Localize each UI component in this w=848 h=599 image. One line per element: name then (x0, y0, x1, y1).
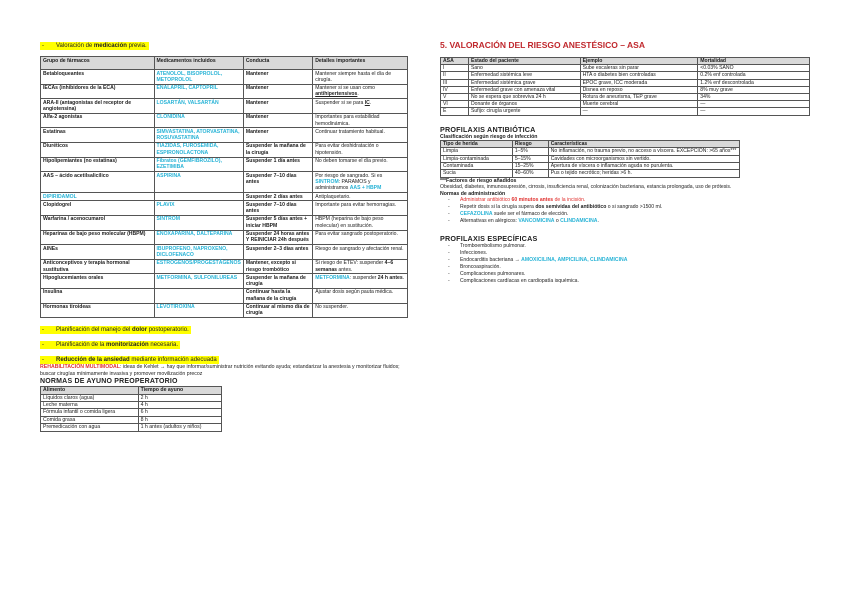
asa-title: 5. VALORACIÓN DEL RIESGO ANESTÉSICO – ASA (440, 40, 645, 50)
drug-group: Anticonceptivos y terapia hormonal sustitutiva (41, 259, 155, 274)
drug-action: Mantener, excepto si riesgo trombótico (243, 259, 312, 274)
table-row (441, 108, 810, 115)
drug-names: SIMVASTATINA, ATORVASTATINA, ROSUVASTATINA (154, 128, 243, 143)
fasting-title: NORMAS DE AYUNO PREOPERATORIO (40, 378, 178, 386)
drug-details (313, 84, 408, 99)
spec-title: PROFILAXIS ESPECÍFICAS (440, 234, 538, 244)
detail-part: antes. (337, 266, 353, 273)
drug-group: IECAs (inhibidores de la ECA) (41, 84, 155, 99)
detail-part: : suspender (349, 274, 378, 281)
asa-cell: EPOC grave, ICC moderada (580, 79, 698, 86)
drug-group: Clopidogrel (41, 201, 155, 216)
asa-cell: No se espera que sobreviva 24 h (468, 94, 580, 101)
table-row (41, 424, 222, 431)
drug-group: Warfarina / acenocumarol (41, 215, 155, 230)
table-row (41, 409, 222, 416)
table-row (41, 142, 408, 157)
wound-cell: Contaminada (441, 163, 513, 170)
table-row (41, 193, 408, 201)
detail-part: 24 h antes (377, 274, 403, 281)
asa-cell: I (441, 65, 469, 72)
table-row (441, 101, 810, 108)
drug-group: AAS – ácido acetilsalicílico (41, 172, 155, 193)
left-column (40, 34, 408, 432)
detail-part: Mantener si se usan como (315, 85, 375, 92)
note-monitoring: - Planificación de la monitorización necesaria. (42, 342, 179, 349)
wound-table: Tipo de herida Riesgo Características Limpia 1–5% No inflamación, no trauma previo, no acceso a víscera. EXCEPCIÓN: >65 años*** Limpia-contaminada 5–15% Cavidades con microorganismos sin vertido. Contaminada 15–25% Apertura de víscera o inflamación aguda no purulenta. Sucia 40–60% Pus o tejido necrótico; heridas >6 h. (440, 140, 740, 177)
asa-cell: 0.2% enf controlada (698, 72, 810, 79)
drug-group: AINEs (41, 245, 155, 260)
table-row (41, 215, 408, 230)
drug-group: Heparinas de bajo peso molecular (HBPM) (41, 230, 155, 245)
table-row (41, 201, 408, 216)
drug-names (154, 288, 243, 303)
table-row (41, 274, 408, 289)
admin-item: - Administrar antibiótico 60 minutos antes de la incisión. (440, 197, 810, 204)
table-row (41, 70, 408, 85)
drug-action: Suspender 5 días antes + iniciar HBPM (243, 215, 312, 230)
fasting-cell: 1 h antes (adultos y niños) (138, 424, 221, 431)
fasting-cell: Fórmula infantil o comida ligera (41, 409, 139, 416)
right-column (440, 40, 810, 285)
asa-cell: III (441, 79, 469, 86)
drug-group: ARA-II (antagonistas del receptor de angiotensina) (41, 99, 155, 114)
fasting-cell: Comida grasa (41, 416, 139, 423)
asa-cell: II (441, 72, 469, 79)
table-row (441, 86, 810, 93)
asa-cell: Rotura de aneurisma, TEP grave (580, 94, 698, 101)
medication-table (40, 56, 408, 318)
table-row (41, 259, 408, 274)
wound-cell: Cavidades con microorganismos sin vertido. (548, 155, 739, 162)
table-row (41, 172, 408, 193)
asa-cell: Sufijo: cirugía urgente (468, 108, 580, 115)
admin-item: - CEFAZOLINA suele ser el fármaco de elección. (440, 211, 810, 218)
drug-names: ESTRÓGENOS/PROGESTÁGENOS (154, 259, 243, 274)
spec-item: - Complicaciones cardíacas en cardiopatía isquémica. (440, 278, 810, 285)
col-header: Medicamentos incluidos (154, 57, 243, 70)
drug-names: LOSARTÁN, VALSARTÁN (154, 99, 243, 114)
detail-part: 4–6 semanas (315, 260, 394, 273)
spec-item: - Infecciones. (440, 250, 810, 257)
col-header: Grupo de fármacos (41, 57, 155, 70)
detail-part: . (357, 91, 359, 98)
asa-cell: V (441, 94, 469, 101)
wound-cell: 5–15% (512, 155, 548, 162)
asa-cell: — (698, 101, 810, 108)
drug-details (313, 274, 408, 289)
asa-cell: — (580, 108, 698, 115)
prof-subtitle: Clasificación según riesgo de infección (440, 133, 538, 140)
drug-details: Importante para evitar hemorragias. (313, 201, 408, 216)
drug-group: Hipolipemiantes (no estatinas) (41, 157, 155, 172)
drug-group: Hipoglucemiantes orales (41, 274, 155, 289)
asa-cell: E (441, 108, 469, 115)
drug-details (313, 259, 408, 274)
intro-suffix: previa. (126, 43, 147, 49)
asa-cell: Donante de órganos (468, 101, 580, 108)
table-row (41, 230, 408, 245)
fasting-table: Alimento Tiempo de ayuno Líquidos claros (agua) 2 h Leche materna 4 h Fórmula infantil o comida ligera 6 h Comida grasa 8 h Premedicación con agua 1 h antes (adultos y niños) (40, 386, 222, 431)
drug-action: Suspender la mañana de cirugía (243, 274, 312, 289)
fasting-cell: Líquidos claros (agua) (41, 394, 139, 401)
wound-cell: Apertura de víscera o inflamación aguda no purulenta. (548, 163, 739, 170)
drug-names: METFORMINA, SULFONILUREAS (154, 274, 243, 289)
drug-group: DIPIRIDAMOL (41, 193, 155, 201)
table-row (41, 84, 408, 99)
drug-names (154, 193, 243, 201)
drug-action: Suspender la mañana de la cirugía (243, 142, 312, 157)
table-row (41, 394, 222, 401)
drug-details (313, 172, 408, 193)
admin-item: - Alternativas en alérgicos: VANCOMICINA o CLINDAMICINA. (440, 218, 810, 225)
note-pain: - Planificación del manejo del dolor postoperatorio. (42, 327, 189, 334)
spec-item: - Complicaciones pulmonares. (440, 271, 810, 278)
drug-details: Mantener siempre hasta el día de cirugía. (313, 70, 408, 85)
wound-cell: 1–5% (512, 148, 548, 155)
drug-details: Para evitar sangrado postoperatorio. (313, 230, 408, 245)
drug-names: ASPIRINA (154, 172, 243, 193)
drug-action: Suspender 2 días antes (243, 193, 312, 201)
wound-cell: Pus o tejido necrótico; heridas >6 h. (548, 170, 739, 177)
drug-names: CLONIDINA (154, 113, 243, 128)
spec-item: - Broncoaspiración. (440, 264, 810, 271)
table-row (41, 303, 408, 318)
drug-details (313, 99, 408, 114)
intro-bold: medicación (93, 43, 127, 49)
fasting-cell: Leche materna (41, 401, 139, 408)
drug-details: Continuar tratamiento habitual. (313, 128, 408, 143)
drug-action: Suspender 7–10 días antes (243, 201, 312, 216)
drug-action: Mantener (243, 70, 312, 85)
col-header: Detalles importantes (313, 57, 408, 70)
admin-item: - Repetir dosis si la cirugía supera dos semividas del antibiótico o si sangrado >1500 ml. (440, 204, 810, 211)
drug-details: Importantes para estabilidad hemodinámica. (313, 113, 408, 128)
drug-names: TIAZIDAS, FUROSEMIDA, ESPIRONOLACTONA (154, 142, 243, 157)
drug-group: Diuréticos (41, 142, 155, 157)
asa-cell: VI (441, 101, 469, 108)
drug-action: Suspender 1 día antes (243, 157, 312, 172)
asa-cell: Enfermedad sistémica grave (468, 79, 580, 86)
drug-details: No deben tomarse el día previo. (313, 157, 408, 172)
table-row (41, 128, 408, 143)
risk-title: ***Factores de riesgo añadidos (440, 177, 517, 184)
wound-cell: Limpia-contaminada (441, 155, 513, 162)
asa-table: ASA Estado del paciente Ejemplo Mortalidad I Sano Sube escaleras sin parar <0.03% SANO II Enfermedad sistémica leve HTA o diabetes bien controladas 0.2% enf controlada III Enfermedad sistémica grave EPOC grave, ICC moderada 1.2% enf descontrolada IV Enfermedad grave con amenaza vital Disnea en reposo 8% muy grave V No se espera que sobreviva 24 h Rotura de aneurisma, TEP grave 34% VI Donante de órganos Muerte cerebral — E Sufijo: cirugía urgente — — (440, 57, 810, 116)
table-row (441, 148, 740, 155)
table-row (441, 72, 810, 79)
detail-part: antihipertensivos (315, 91, 358, 98)
drug-details: Ajustar dosis según pauta médica. (313, 288, 408, 303)
notes-block (40, 326, 408, 377)
table-row (441, 155, 740, 162)
asa-cell: HTA o diabetes bien controladas (580, 72, 698, 79)
drug-action: Suspender 7–10 días antes (243, 172, 312, 193)
fasting-cell: 4 h (138, 401, 221, 408)
table-row (41, 401, 222, 408)
wound-cell: 15–25% (512, 163, 548, 170)
table-row (41, 245, 408, 260)
intro-text: Valoración de (56, 43, 94, 49)
asa-cell: <0.03% SANO (698, 65, 810, 72)
table-row (441, 79, 810, 86)
rehab-text: REHABILITACIÓN MULTIMODAL: ideas de Kehlet → hay que informar/suministrar nutrición evitando ayuda; estandarizar la anestesia y monitorizar fluidos; buscar cirugías mínimamente invasiva y promover movilización precoz (40, 364, 400, 377)
asa-cell: Enfermedad grave con amenaza vital (468, 86, 580, 93)
detail-part: SINTROM (315, 178, 339, 185)
detail-part: Si riesgo de ETEV: suspender (315, 260, 385, 267)
drug-details: Antiplaquetario. (313, 193, 408, 201)
wound-cell: Sucia (441, 170, 513, 177)
drug-action: Mantener (243, 113, 312, 128)
drug-action: Mantener (243, 99, 312, 114)
drug-names: ENOXAPARINA, DALTEPARINA (154, 230, 243, 245)
drug-names: LEVOTIROXINA (154, 303, 243, 318)
drug-details: Para evitar deshidratación o hipotensión. (313, 142, 408, 157)
col-header: Conducta (243, 57, 312, 70)
drug-group: Insulina (41, 288, 155, 303)
asa-cell: Muerte cerebral (580, 101, 698, 108)
drug-details: No suspender. (313, 303, 408, 318)
table-row (41, 416, 222, 423)
detail-part: Suspender si se para (315, 99, 365, 106)
admin-title: Normas de administración (440, 190, 506, 197)
asa-cell: 8% muy grave (698, 86, 810, 93)
drug-group: Hormonas tiroideas (41, 303, 155, 318)
spec-item: - Endocarditis bacteriana → AMOXICILINA, AMPICILINA, CLINDAMICINA (440, 257, 810, 264)
detail-part: . (402, 274, 405, 281)
table-row (41, 113, 408, 128)
table-row (441, 163, 740, 170)
table-row (441, 94, 810, 101)
asa-cell: Sube escaleras sin parar (580, 65, 698, 72)
asa-cell: Disnea en reposo (580, 86, 698, 93)
detail-part: . (369, 99, 372, 106)
table-row (41, 288, 408, 303)
asa-cell: Enfermedad sistémica leve (468, 72, 580, 79)
fasting-cell: 2 h (138, 394, 221, 401)
drug-group: Betabloqueantes (41, 70, 155, 85)
table-row (41, 157, 408, 172)
fasting-cell: Premedicación con agua (41, 424, 139, 431)
wound-cell: 40–60% (512, 170, 548, 177)
table-row (441, 65, 810, 72)
detail-part: METFORMINA (315, 274, 350, 281)
drug-names: IBUPROFENO, NAPROXENO, DICLOFENACO (154, 245, 243, 260)
medication-table-header (41, 57, 408, 70)
detail-part: Por riesgo de sangrado. Si es (315, 172, 383, 179)
drug-action: Suspender 2–3 días antes (243, 245, 312, 260)
fasting-cell: 8 h (138, 416, 221, 423)
wound-cell: Limpia (441, 148, 513, 155)
asa-cell: 1.2% enf descontrolada (698, 79, 810, 86)
drug-action: Continuar hasta la mañana de la cirugía (243, 288, 312, 303)
risk-text: Obesidad, diabetes, inmunosupresión, cirrosis, insuficiencia renal, colonización bacteriana, estancia prolongada, uso de prótesis. (440, 184, 732, 191)
drug-names: ENALAPRIL, CAPTOPRIL (154, 84, 243, 99)
drug-details: Riesgo de sangrado y afectación renal. (313, 245, 408, 260)
drug-action: Mantener (243, 84, 312, 99)
drug-action: Mantener (243, 128, 312, 143)
asa-cell: Sano (468, 65, 580, 72)
table-row (441, 170, 740, 177)
intro-highlight: - Valoración de medicación previa. (42, 43, 147, 49)
drug-names: PLAVIX (154, 201, 243, 216)
drug-group: Alfa-2 agonistas (41, 113, 155, 128)
detail-part: AAS + HBPM (349, 185, 382, 192)
drug-names: SINTROM (154, 215, 243, 230)
drug-details: HBPM (heparina de bajo peso molecular) en sustitución. (313, 215, 408, 230)
detail-part: : PARAMOS y administramos (315, 178, 371, 192)
detail-part: IC (364, 99, 370, 106)
asa-cell: 34% (698, 94, 810, 101)
drug-action: Suspender 24 horas antes Y REINICIAR 24h después (243, 230, 312, 245)
asa-cell: IV (441, 86, 469, 93)
table-row (41, 99, 408, 114)
drug-action: Continuar al mismo día de cirugía (243, 303, 312, 318)
drug-names: ATENOLOL, BISOPROLOL, METOPROLOL (154, 70, 243, 85)
note-anxiety: - Reducción de la ansiedad mediante información adecuada (42, 357, 217, 364)
drug-group: Estatinas (41, 128, 155, 143)
drug-names: Fibratos (GEMFIBROZILO), EZETIMIBA (154, 157, 243, 172)
spec-item: - Tromboembolismo pulmonar. (440, 243, 810, 250)
fasting-cell: 6 h (138, 409, 221, 416)
prof-title: PROFILAXIS ANTIBIÓTICA (440, 124, 536, 134)
asa-cell: — (698, 108, 810, 115)
wound-cell: No inflamación, no trauma previo, no acceso a víscera. EXCEPCIÓN: >65 años*** (548, 148, 739, 155)
